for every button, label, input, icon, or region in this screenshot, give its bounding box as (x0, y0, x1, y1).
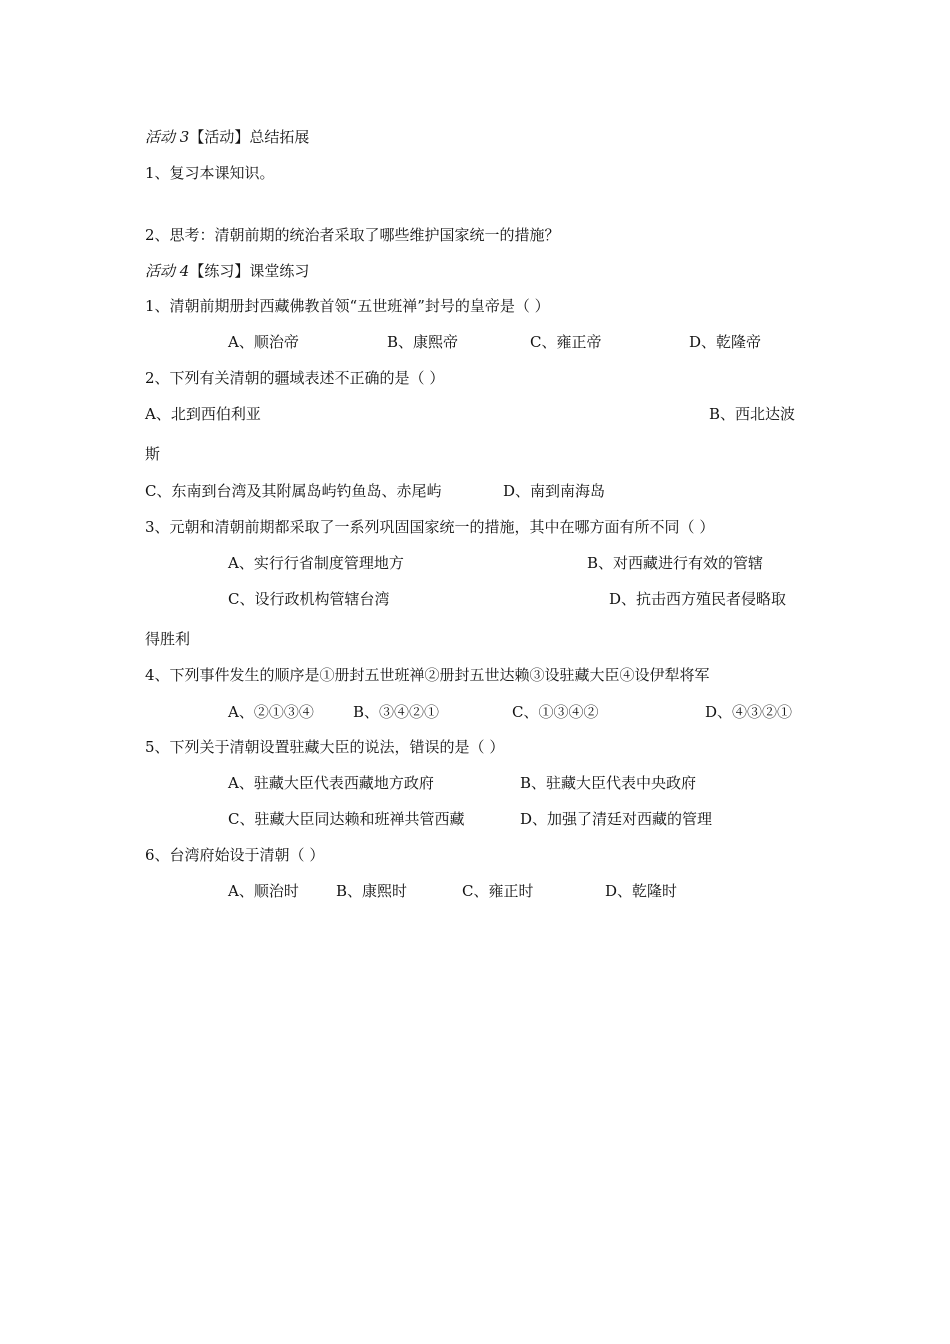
question-3-option-d-wrap: 得胜利 (145, 630, 191, 648)
activity3-item-2: 2、思考：清朝前期的统治者采取了哪些维护国家统一的措施？ (145, 226, 560, 244)
question-4-option-c: C、①③④② (512, 703, 599, 721)
question-5-option-a: A、驻藏大臣代表西藏地方政府 (228, 774, 434, 792)
activity3-item-1: 1、复习本课知识。 (145, 164, 275, 182)
question-4-option-b: B、③④②① (353, 703, 440, 721)
question-1-stem: 1、清朝前期册封西藏佛教首领“五世班禅”封号的皇帝是（ ） (145, 297, 550, 315)
activity3-prefix: 活动 3 (145, 128, 190, 146)
question-5-stem: 5、下列关于清朝设置驻藏大臣的说法，错误的是（ ） (145, 738, 505, 756)
question-1-option-a: A、顺治帝 (228, 333, 299, 351)
question-6-option-d: D、乾隆时 (605, 882, 678, 900)
question-6-option-c: C、雍正时 (462, 882, 534, 900)
question-4-stem: 4、下列事件发生的顺序是①册封五世班禅②册封五世达赖③设驻藏大臣④设伊犁将军 (145, 666, 710, 684)
question-2-option-a: A、北到西伯利亚 (145, 405, 261, 423)
activity4-prefix: 活动 4 (145, 262, 190, 280)
question-2-option-b: B、西北达波 (709, 405, 796, 423)
question-6-stem: 6、台湾府始设于清朝（ ） (145, 846, 325, 864)
question-3-option-c: C、设行政机构管辖台湾 (228, 590, 390, 608)
question-1-option-d: D、乾隆帝 (689, 333, 762, 351)
question-6-option-b: B、康熙时 (336, 882, 408, 900)
question-2-stem: 2、下列有关清朝的疆域表述不正确的是（ ） (145, 369, 445, 387)
question-2-option-c: C、东南到台湾及其附属岛屿钓鱼岛、赤尾屿 (145, 482, 442, 500)
question-4-option-a: A、②①③④ (228, 703, 314, 721)
question-3-option-b: B、对西藏进行有效的管辖 (587, 554, 764, 572)
question-1-option-c: C、雍正帝 (530, 333, 602, 351)
activity4-heading (145, 261, 309, 281)
question-5-option-b: B、驻藏大臣代表中央政府 (520, 774, 697, 792)
question-3-stem: 3、元朝和清朝前期都采取了一系列巩固国家统一的措施，其中在哪方面有所不同（ ） (145, 518, 715, 536)
question-5-option-c: C、驻藏大臣同达赖和班禅共管西藏 (228, 810, 465, 828)
question-2-option-d: D、南到南海岛 (503, 482, 606, 500)
question-1-option-b: B、康熙帝 (387, 333, 459, 351)
question-3-option-a: A、实行行省制度管理地方 (228, 554, 404, 572)
question-2-option-b-wrap: 斯 (145, 445, 161, 463)
question-4-option-d: D、④③②① (705, 703, 793, 721)
activity4-title: 【练习】课堂练习 (189, 262, 310, 280)
activity3-heading (145, 127, 309, 147)
question-6-option-a: A、顺治时 (228, 882, 299, 900)
question-5-option-d: D、加强了清廷对西藏的管理 (520, 810, 713, 828)
question-3-option-d: D、抗击西方殖民者侵略取 (609, 590, 787, 608)
activity3-title: 【活动】总结拓展 (189, 128, 310, 146)
